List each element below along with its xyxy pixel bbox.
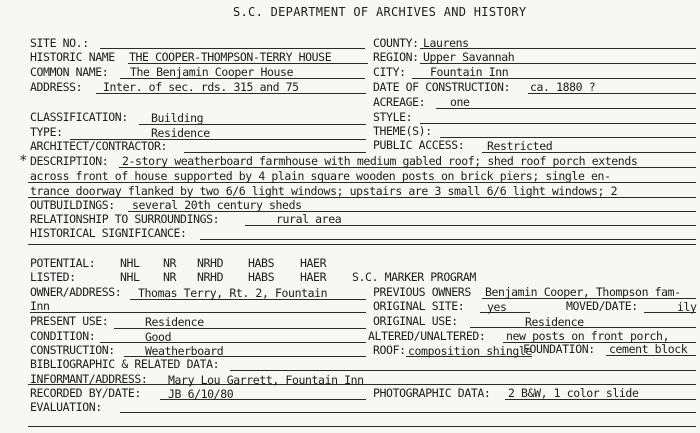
date-construction-label: DATE OF CONSTRUCTION: (373, 80, 510, 94)
listed-habs: HABS (248, 270, 275, 284)
site-no-line (100, 48, 365, 49)
photographic-label: PHOTOGRAPHIC DATA: (373, 386, 491, 400)
classification-value: Building (151, 111, 204, 125)
condition-value: Good (145, 330, 172, 344)
county-label: COUNTY: (373, 36, 419, 50)
relationship-label: RELATIONSHIP TO SURROUNDINGS: (30, 212, 220, 226)
significance-line (200, 239, 696, 240)
moved-date-label: MOVED/DATE: (566, 299, 638, 313)
original-use-line (470, 327, 696, 328)
acreage-label: ACREAGE: (373, 95, 426, 109)
classification-label: CLASSIFICATION: (30, 110, 128, 124)
owner-line-2 (30, 312, 366, 313)
potential-nhl: NHL (120, 256, 140, 270)
relationship-value: rural area (276, 212, 342, 226)
construction-label: CONSTRUCTION: (30, 343, 115, 357)
original-use-label: ORIGINAL USE: (373, 314, 458, 328)
themes-label: THEME(S): (373, 124, 432, 138)
previous-owners-label: PREVIOUS OWNERS (373, 285, 471, 299)
marker-program: S.C. MARKER PROGRAM (352, 270, 476, 284)
description-line-2: across front of house supported by 4 plain square wooden posts on brick piers; single en- (30, 169, 611, 183)
relationship-line (245, 225, 696, 226)
altered-label: ALTERED/UNALTERED: (368, 329, 486, 343)
potential-nrhd: NRHD (197, 256, 224, 270)
informant-value: Mary Lou Garrett, Fountain Inn (168, 373, 364, 387)
type-value: Residence (151, 126, 210, 140)
evaluation-line (120, 412, 696, 413)
altered-value: new posts on front porch, (506, 329, 670, 343)
bibliographic-line (230, 370, 696, 371)
listed-nrhd: NRHD (197, 270, 224, 284)
photographic-value: 2 B&W, 1 color slide (508, 386, 639, 400)
city-label: CITY: (373, 65, 406, 79)
style-line (420, 123, 696, 124)
description-rule-3 (28, 197, 696, 198)
historic-name-value: THE COOPER-THOMPSON-TERRY HOUSE (129, 50, 332, 64)
city-value: Fountain Inn (430, 65, 509, 79)
address-line (96, 93, 366, 94)
present-use-line (114, 328, 366, 329)
site-no-label: SITE NO.: (30, 36, 89, 50)
original-site-value: yes (487, 300, 507, 314)
bibliographic-label: BIBLIOGRAPHIC & RELATED DATA: (30, 357, 220, 371)
region-line (420, 63, 696, 64)
historic-name-label: HISTORIC NAME (30, 50, 115, 64)
outbuildings-label: OUTBUILDINGS: (30, 198, 115, 212)
address-value: Inter. of sec. rds. 315 and 75 (103, 80, 299, 94)
previous-owners-value: Benjamin Cooper, Thompson fam- (485, 285, 681, 299)
recorded-label: RECORDED BY/DATE: (30, 386, 141, 400)
condition-line (100, 342, 366, 343)
potential-haer: HAER (300, 256, 327, 270)
foundation-value: cement block (609, 342, 688, 356)
significance-label: HISTORICAL SIGNIFICANCE: (30, 226, 187, 240)
owner-value-1: Thomas Terry, Rt. 2, Fountain (138, 286, 328, 300)
region-value: Upper Savannah (423, 50, 515, 64)
recorded-line (160, 399, 366, 400)
roof-line (406, 356, 532, 357)
date-construction-line (528, 93, 696, 94)
potential-label: POTENTIAL: (30, 256, 96, 270)
common-name-line (120, 78, 365, 79)
potential-habs: HABS (248, 256, 275, 270)
condition-label: CONDITION: (30, 329, 96, 343)
date-construction-value: ca. 1880 ? (530, 80, 596, 94)
evaluation-label: EVALUATION: (30, 400, 102, 414)
foundation-label: FOUNDATION: (523, 342, 595, 356)
common-name-label: COMMON NAME: (30, 65, 109, 79)
style-label: STYLE: (373, 110, 413, 124)
listed-nr: NR (163, 270, 177, 284)
listed-haer: HAER (300, 270, 327, 284)
county-value: Laurens (423, 36, 469, 50)
acreage-line (436, 108, 696, 109)
acreage-value: one (450, 95, 470, 109)
public-access-value: Restricted (487, 139, 553, 153)
present-use-label: PRESENT USE: (30, 314, 109, 328)
owner-label: OWNER/ADDRESS: (30, 285, 122, 299)
informant-label: INFORMANT/ADDRESS: (30, 372, 148, 386)
moved-date-line (644, 312, 696, 313)
description-label: DESCRIPTION: (30, 154, 109, 168)
roof-value: composition shingle (408, 344, 532, 358)
public-access-line (482, 152, 696, 153)
listed-nhl: NHL (120, 270, 140, 284)
county-line (420, 48, 696, 49)
description-rule-2 (28, 182, 696, 183)
address-label: ADDRESS: (30, 80, 83, 94)
description-line-1: 2-story weatherboard farmhouse with medium gabled roof; shed roof porch extends (122, 154, 638, 168)
department-header: S.C. DEPARTMENT OF ARCHIVES AND HISTORY (233, 5, 527, 19)
architect-label: ARCHITECT/CONTRACTOR: (30, 139, 167, 153)
type-label: TYPE: (30, 125, 63, 139)
public-access-label: PUBLIC ACCESS: (373, 138, 465, 152)
classification-line (139, 124, 366, 125)
city-line (412, 78, 696, 79)
owner-line (130, 299, 366, 300)
construction-value: Weatherboard (145, 344, 224, 358)
original-use-value: Residence (525, 315, 584, 329)
description-rule-1 (119, 167, 696, 168)
recorded-value: JB 6/10/80 (168, 387, 234, 401)
original-site-line (480, 312, 530, 313)
description-asterisk: * (19, 153, 28, 169)
historic-name-line (128, 63, 368, 64)
moved-date-value: ily (677, 300, 697, 314)
outbuildings-value: several 20th century sheds (132, 198, 302, 212)
description-line-3: trance doorway flanked by two 6/6 light windows; upstairs are 3 small 6/6 light windows; 2 (30, 184, 618, 198)
owner-value-2: Inn (30, 299, 50, 313)
roof-label: ROOF: (373, 343, 406, 357)
original-site-label: ORIGINAL SITE: (373, 299, 465, 313)
photographic-line (505, 399, 696, 400)
present-use-value: Residence (145, 315, 204, 329)
architect-line (184, 152, 366, 153)
themes-line (440, 137, 696, 138)
evaluation-line-2 (28, 426, 696, 427)
region-label: REGION: (373, 50, 419, 64)
foundation-line (606, 355, 696, 356)
potential-nr: NR (163, 256, 177, 270)
listed-label: LISTED: (30, 270, 76, 284)
section-divider (28, 244, 696, 245)
common-name-value: The Benjamin Cooper House (130, 65, 294, 79)
